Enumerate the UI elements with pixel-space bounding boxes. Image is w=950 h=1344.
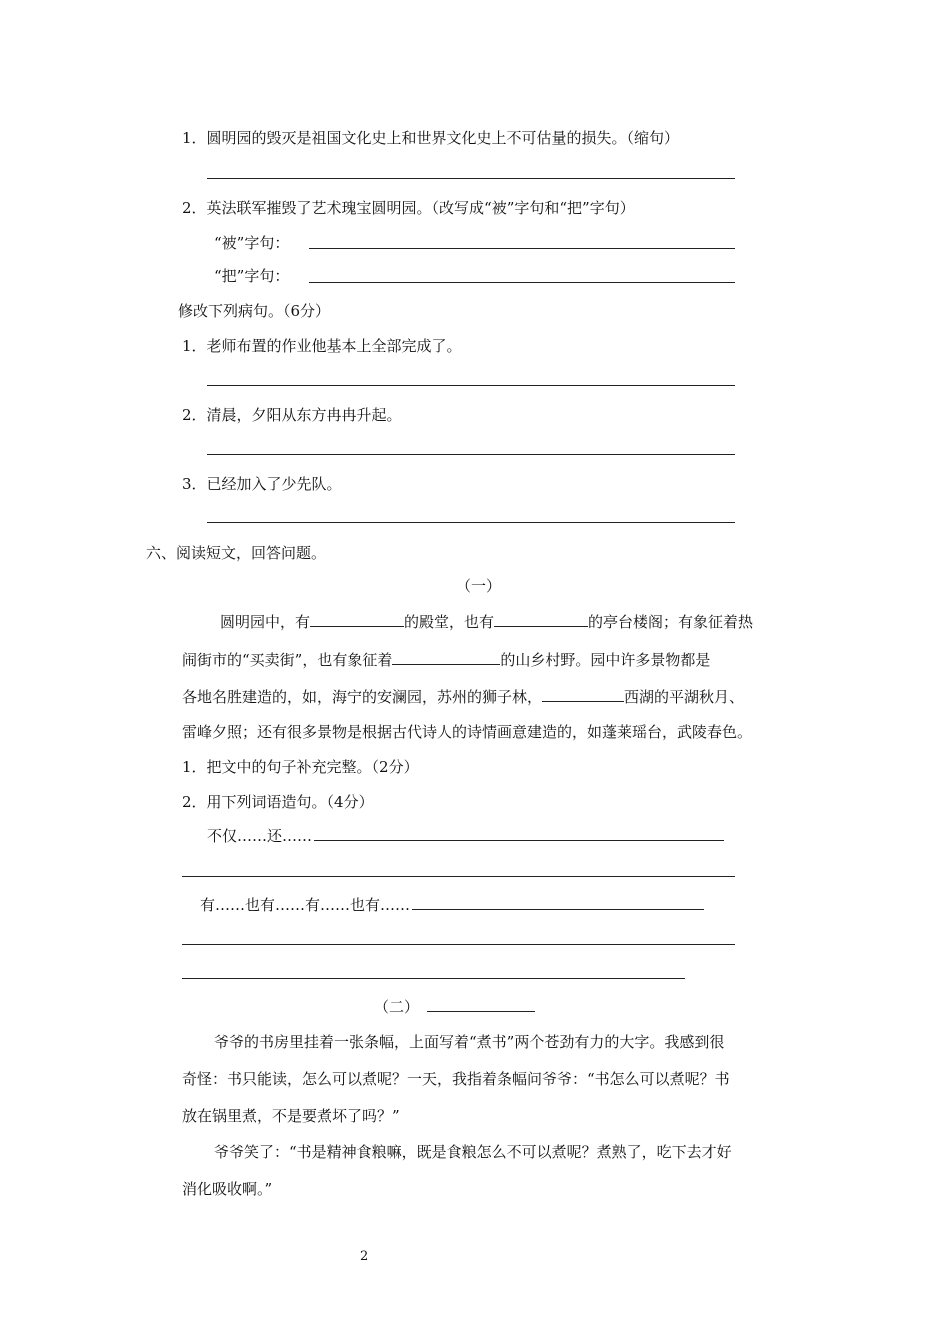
word-prompt-1: 不仅……还…… (207, 826, 724, 846)
section-heading: 修改下列病句。（6分） (178, 302, 331, 320)
passage-line-2: 闹街市的“买卖街”，也有象征着 的山乡村野。园中许多景物都是 (182, 648, 710, 670)
answer-line (309, 282, 735, 283)
question-fill: 1．把文中的句子补充完整。（2分） (182, 758, 419, 776)
passage-two-line-4: 爷爷笑了：“书是精神食粮嘛，既是食粮怎么不可以煮呢？煮熟了，吃下去才好 (214, 1143, 732, 1161)
passage-two-line-2: 奇怪：书只能读，怎么可以煮呢？一天，我指着条幅问爷爷：“书怎么可以煮呢？书 (182, 1070, 730, 1088)
sick-sentence-1: 1．老师布置的作业他基本上全部完成了。 (182, 337, 462, 355)
answer-line (207, 522, 735, 523)
passage-line-4: 雷峰夕照；还有很多景物是根据古代诗人的诗情画意建造的，如蓬莱瑶台，武陵春色。 (182, 723, 753, 741)
page-number: 2 (360, 1249, 369, 1264)
sick-sentence-3: 3．已经加入了少先队。 (182, 475, 342, 493)
passage-one-title: （一） (456, 577, 502, 595)
item-rewrite: 2．英法联军摧毁了艺术瑰宝圆明园。（改写成“被”字句和“把”字句） (182, 199, 635, 217)
ba-label: “把”字句： (214, 267, 290, 285)
answer-line (182, 876, 735, 877)
question-sentences: 2．用下列词语造句。（4分） (182, 793, 374, 811)
passage-two-line-5: 消化吸收啊。” (182, 1180, 273, 1198)
answer-line (207, 454, 735, 455)
answer-line (182, 944, 735, 945)
word-prompt-2: 有……也有……有……也有…… (200, 895, 704, 915)
answer-line (309, 248, 735, 249)
passage-two-line-3: 放在锅里煮，不是要煮坏了吗？” (182, 1107, 400, 1125)
passage-line-1: 圆明园中，有 的殿堂，也有 的亭台楼阁；有象征着热 (220, 610, 753, 632)
answer-line (207, 385, 735, 386)
answer-line (207, 178, 735, 179)
answer-line (182, 978, 685, 979)
sick-sentence-2: 2．清晨，夕阳从东方冉冉升起。 (182, 406, 402, 424)
passage-two-line-1: 爷爷的书房里挂着一张条幅，上面写着“煮书”两个苍劲有力的大字。我感到很 (214, 1033, 725, 1051)
bei-label: “被”字句： (214, 234, 290, 252)
passage-line-3: 各地名胜建造的，如，海宁的安澜园，苏州的狮子林， 西湖的平湖秋月、 (182, 685, 744, 707)
item-condense: 1．圆明园的毁灭是祖国文化史上和世界文化史上不可估量的损失。（缩句） (182, 129, 680, 147)
section-six-heading: 六、阅读短文，回答问题。 (146, 544, 327, 562)
passage-two-title: （二） (374, 997, 535, 1017)
